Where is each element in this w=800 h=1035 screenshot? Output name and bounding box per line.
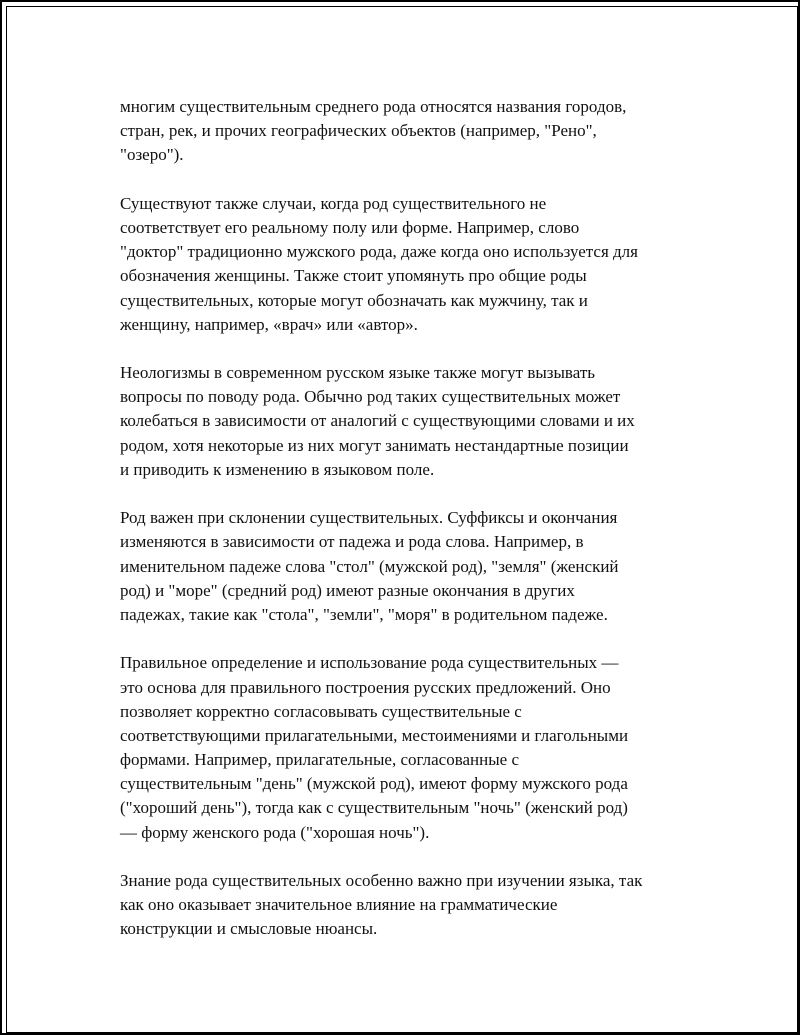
- document-body: [120, 95, 700, 942]
- text-line: конструкции и смысловые нюансы.: [120, 919, 378, 939]
- paragraph-2: [120, 192, 700, 337]
- text-line: существительных, которые могут обозначать как мужчину, так и: [120, 290, 588, 310]
- text-line: формами. Например, прилагательные, согласованные с: [120, 750, 520, 770]
- text-line: существительным "день" (мужской род), имеют форму мужского рода: [120, 774, 628, 794]
- paragraph-5: [120, 651, 700, 845]
- text-line: соответствует его реальному полу или форме. Например, слово: [120, 217, 580, 237]
- text-line: Род важен при склонении существительных. Суффиксы и окончания: [120, 508, 618, 528]
- paragraph-6: [120, 869, 700, 942]
- text-line: стран, рек, и прочих географических объектов (например, "Рено",: [120, 121, 597, 141]
- text-line: позволяет корректно согласовывать существительные с: [120, 701, 522, 721]
- paragraph-1: [120, 95, 700, 168]
- text-line: — форму женского рода ("хорошая ночь").: [120, 822, 430, 842]
- text-line: вопросы по поводу рода. Обычно род таких существительных может: [120, 387, 621, 407]
- text-line: это основа для правильного построения русских предложений. Оно: [120, 677, 611, 697]
- text-line: родом, хотя некоторые из них могут занимать нестандартные позиции: [120, 435, 629, 455]
- text-line: как оно оказывает значительное влияние на грамматические: [120, 895, 558, 915]
- text-line: изменяются в зависимости от падежа и рода слова. Например, в: [120, 532, 584, 552]
- text-line: "озеро").: [120, 145, 184, 165]
- text-line: Правильное определение и использование рода существительных —: [120, 653, 619, 673]
- text-line: колебаться в зависимости от аналогий с существующими словами и их: [120, 411, 635, 431]
- text-line: Знание рода существительных особенно важно при изучении языка, так: [120, 871, 643, 890]
- paragraph-3: [120, 361, 700, 482]
- text-line: женщину, например, «врач» или «автор».: [120, 314, 418, 334]
- text-line: именительном падеже слова "стол" (мужской род), "земля" (женский: [120, 556, 619, 576]
- text-line: Неологизмы в современном русском языке также могут вызывать: [120, 363, 596, 383]
- text-line: ("хороший день"), тогда как с существительным "ночь" (женский род): [120, 798, 628, 818]
- text-line: и приводить к изменению в языковом поле.: [120, 459, 435, 479]
- text-line: падежах, такие как "стола", "земли", "моря" в родительном падеже.: [120, 604, 608, 624]
- text-line: род) и "море" (средний род) имеют разные окончания в других: [120, 580, 575, 600]
- paragraph-4: [120, 506, 700, 627]
- text-line: обозначения женщины. Также стоит упомянуть про общие роды: [120, 266, 587, 286]
- text-line: соответствующими прилагательными, местоимениями и глагольными: [120, 725, 629, 745]
- text-line: Существуют также случаи, когда род существительного не: [120, 193, 547, 213]
- text-line: "доктор" традиционно мужского рода, даже когда оно используется для: [120, 242, 638, 262]
- text-line: многим существительным среднего рода относятся названия городов,: [120, 97, 627, 116]
